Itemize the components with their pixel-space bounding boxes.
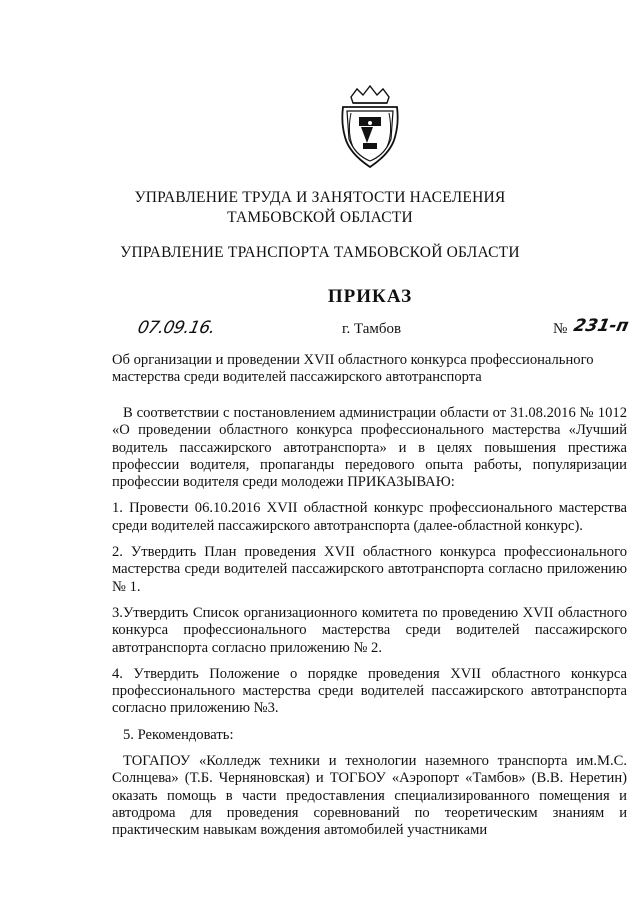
document-title: ПРИКАЗ (327, 286, 413, 307)
number-sign: № (553, 321, 568, 337)
organization-name-transport: УПРАВЛЕНИЕ ТРАНСПОРТА ТАМБОВСКОЙ ОБЛАСТИ (120, 244, 520, 261)
handwritten-date: 07.09.16. (135, 318, 217, 338)
order-subject: Об организации и проведении XVII областного конкурса профессионального мастерства среди водителей пассажирского автотранспорта (112, 352, 594, 385)
org-line-1: УПРАВЛЕНИЕ ТРУДА И ЗАНЯТОСТИ НАСЕЛЕНИЯ (134, 189, 506, 206)
coat-of-arms-icon (337, 83, 403, 173)
city-label: г. Тамбов (342, 321, 402, 337)
order-item-4: 4. Утвердить Положение о порядке проведения XVII областного конкурса профессионального мастерства среди водителей пассажирского автотранспорта согласно приложению №3. (112, 665, 627, 717)
order-item-5: 5. Рекомендовать: (123, 726, 234, 743)
order-item-3: 3.Утвердить Список организационного комитета по проведению XVII областного конкурса профессионального мастерства среди водителей пассажирского автотранспорта согласно приложению № 2. (112, 604, 627, 656)
preamble-paragraph: В соответствии с постановлением администрации области от 31.08.2016 № 1012 «О проведении областного конкурса профессионального мастерства «Лучший водитель пассажирского автотранспорта» и в целях повышения престижа профессии водителя, пропаганды передового опыта работы, популяризации профессии водителя среди молодежи ПРИКАЗЫВАЮ: (112, 405, 627, 491)
order-item-2: 2. Утвердить План проведения XVII областного конкурса профессионального мастерства среди водителей пассажирского автотранспорта согласно приложению № 1. (112, 544, 627, 595)
order-item-5-text: ТОГАПОУ «Колледж техники и технологии наземного транспорта им.М.С. Солнцева» (Т.Б. Черняновская) и ТОГБОУ «Аэропорт «Тамбов» (В.В. Неретин) оказать помощь в части предоставления специализированного помещения и автодрома для проведения соревнований по теоретическим знаниям и практическим навыкам вождения автомобилей участниками (112, 753, 627, 839)
order-body (112, 405, 627, 840)
organization-name-labor (0, 188, 640, 228)
handwritten-order-number: 231-п (571, 316, 631, 336)
order-item-1: 1. Провести 06.10.2016 XVII областной конкурс профессионального мастерства среди водителей пассажирского автотранспорта (далее-областной конкурс). (112, 500, 627, 534)
org-line-2: ТАМБОВСКОЙ ОБЛАСТИ (227, 209, 413, 226)
